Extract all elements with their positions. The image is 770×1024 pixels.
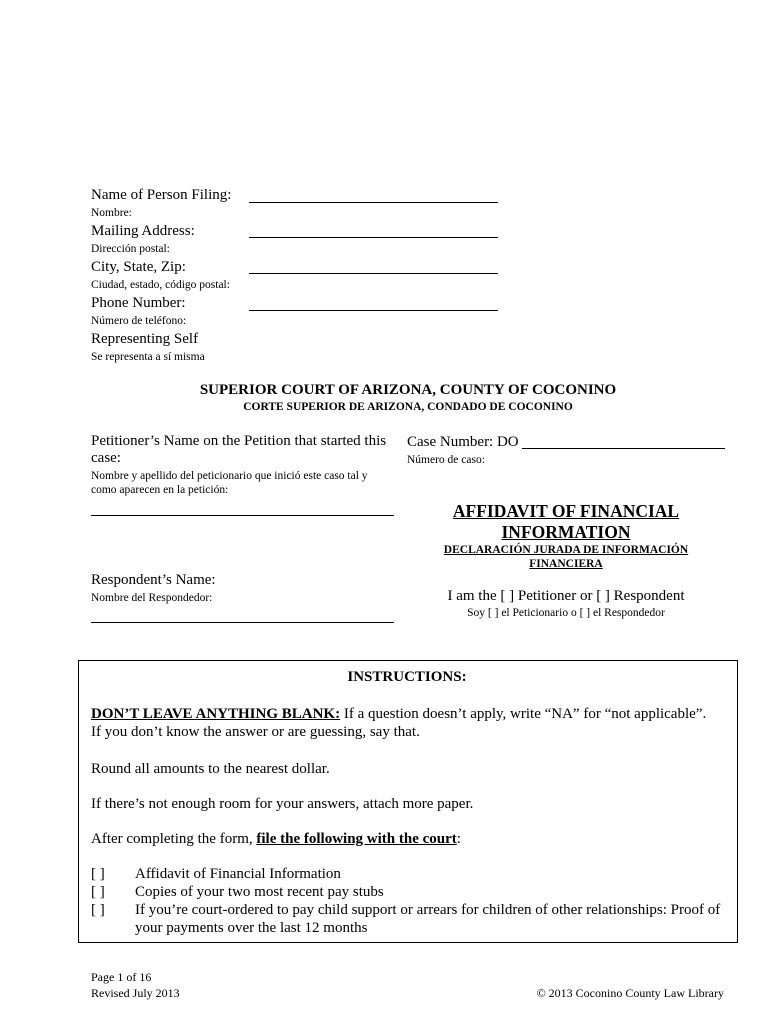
court-title: SUPERIOR COURT OF ARIZONA, COUNTY OF COCONINO bbox=[199, 382, 617, 398]
checklist-item-text: Copies of your two most recent pay stubs bbox=[135, 884, 384, 900]
case-number-sub: Número de caso: bbox=[407, 454, 485, 466]
phone-sub: Número de teléfono: bbox=[91, 315, 187, 327]
name-field[interactable] bbox=[249, 202, 498, 203]
checklist-item-text: Affidavit of Financial Information bbox=[135, 866, 341, 882]
address-sub: Dirección postal: bbox=[91, 243, 170, 255]
name-label: Name of Person Filing: bbox=[91, 187, 232, 203]
city-sub: Ciudad, estado, código postal: bbox=[91, 279, 230, 291]
role-selection[interactable]: I am the [ ] Petitioner or [ ] Respondent bbox=[447, 588, 685, 604]
affidavit-title: AFFIDAVIT OF FINANCIAL INFORMATION bbox=[452, 501, 680, 542]
affidavit-subtitle: DECLARACIÓN JURADA DE INFORMACIÓN FINANCIERA bbox=[443, 544, 689, 570]
address-field[interactable] bbox=[249, 237, 498, 238]
petitioner-label: Petitioner’s Name on the Petition that started this case: bbox=[91, 433, 387, 466]
case-number-field[interactable] bbox=[522, 448, 725, 449]
city-label: City, State, Zip: bbox=[91, 259, 186, 275]
petitioner-name-field[interactable] bbox=[91, 515, 394, 516]
self-sub: Se representa a sí misma bbox=[91, 351, 205, 363]
case-number-label: Case Number: DO bbox=[407, 434, 519, 450]
phone-label: Phone Number: bbox=[91, 295, 186, 311]
checklist-item-text: If you’re court-ordered to pay child support or arrears for children of other relationships: Proof of your payments over the last 12 months bbox=[135, 902, 721, 936]
checkbox[interactable]: [ ] bbox=[91, 866, 105, 882]
revised-date: Revised July 2013 bbox=[91, 986, 180, 1000]
respondent-sub: Nombre del Respondedor: bbox=[91, 592, 213, 604]
instructions-heading: INSTRUCTIONS: bbox=[347, 669, 467, 685]
instructions-p4: After completing the form, file the following with the court: bbox=[91, 831, 461, 847]
court-title-es: CORTE SUPERIOR DE ARIZONA, CONDADO DE COCONINO bbox=[243, 401, 573, 413]
instructions-p1-line2: If you don’t know the answer or are guessing, say that. bbox=[91, 724, 420, 740]
instructions-p3: If there’s not enough room for your answers, attach more paper. bbox=[91, 796, 474, 812]
checkbox[interactable]: [ ] bbox=[91, 902, 105, 918]
city-field[interactable] bbox=[249, 273, 498, 274]
checkbox[interactable]: [ ] bbox=[91, 884, 105, 900]
name-sub: Nombre: bbox=[91, 207, 132, 219]
instructions-p1: DON’T LEAVE ANYTHING BLANK: If a question doesn’t apply, write “NA” for “not applicable”. bbox=[91, 706, 707, 722]
address-label: Mailing Address: bbox=[91, 223, 195, 239]
respondent-label: Respondent’s Name: bbox=[91, 572, 216, 588]
role-selection-es: Soy [ ] el Peticionario o [ ] el Respondedor bbox=[467, 607, 665, 619]
instructions-p2: Round all amounts to the nearest dollar. bbox=[91, 761, 330, 777]
respondent-name-field[interactable] bbox=[91, 622, 394, 623]
phone-field[interactable] bbox=[249, 310, 498, 311]
page-number: Page 1 of 16 bbox=[91, 970, 152, 984]
copyright: © 2013 Coconino County Law Library bbox=[536, 986, 724, 1000]
self-label: Representing Self bbox=[91, 331, 199, 347]
petitioner-sub: Nombre y apellido del peticionario que inició este caso tal y como aparecen en la petición: bbox=[91, 470, 368, 496]
